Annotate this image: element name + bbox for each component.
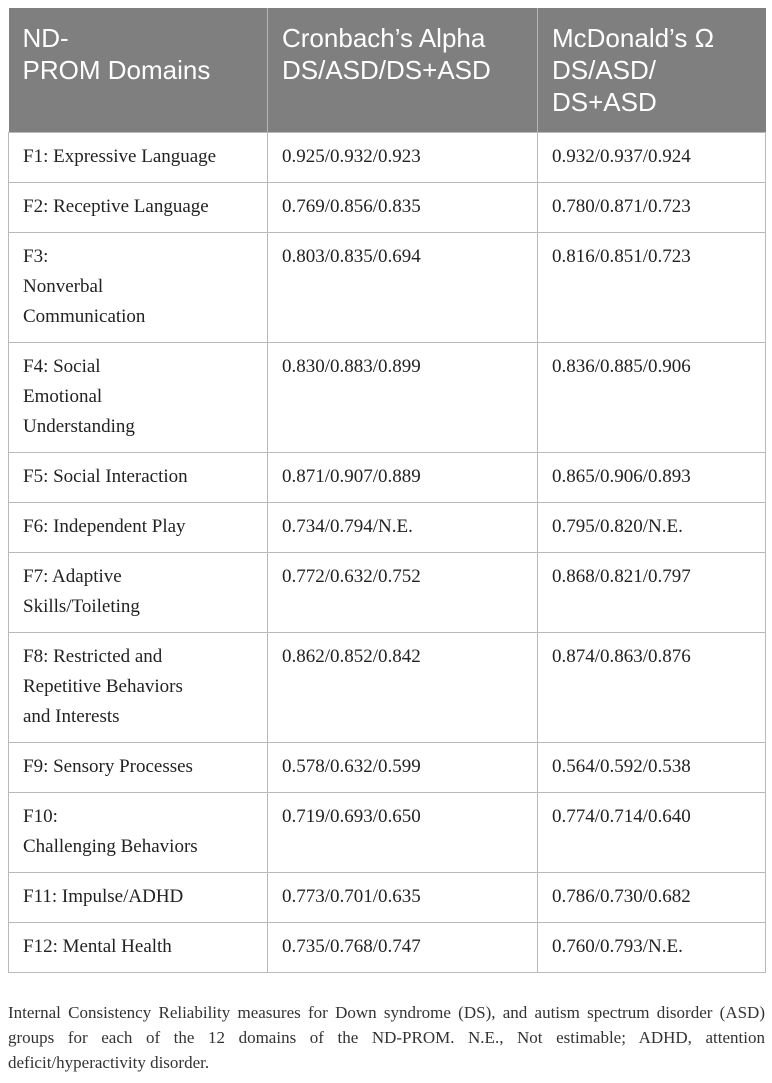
header-domains	[9, 8, 268, 133]
alpha-cell: 0.925/0.932/0.923	[268, 133, 538, 183]
domain-label-line: F3:	[23, 246, 49, 267]
table-row	[9, 183, 766, 233]
domain-label-line: Repetitive Behaviors	[23, 676, 183, 697]
alpha-cell: 0.803/0.835/0.694	[268, 233, 538, 343]
table-body	[9, 133, 766, 973]
domain-cell	[9, 743, 268, 793]
table-container	[8, 8, 765, 973]
table-caption: Internal Consistency Reliability measures for Down syndrome (DS), and autism spectrum disorder (ASD) groups for each of the 12 domains of the ND-PROM. N.E., Not estimable; ADHD, attention deficit/hyperactivity disorder.	[8, 1003, 765, 1072]
domain-cell	[9, 183, 268, 233]
alpha-cell: 0.719/0.693/0.650	[268, 793, 538, 873]
domain-cell	[9, 503, 268, 553]
header-omega-line: DS/ASD/	[552, 55, 657, 85]
alpha-cell: 0.769/0.856/0.835	[268, 183, 538, 233]
table-row	[9, 793, 766, 873]
alpha-cell: 0.830/0.883/0.899	[268, 343, 538, 453]
domain-label-line: and Interests	[23, 706, 120, 727]
omega-cell: 0.874/0.863/0.876	[538, 633, 766, 743]
table-row	[9, 343, 766, 453]
domain-cell	[9, 343, 268, 453]
domain-label-line: Emotional	[23, 386, 103, 407]
table-row	[9, 873, 766, 923]
omega-cell: 0.760/0.793/N.E.	[538, 923, 766, 973]
table-row	[9, 453, 766, 503]
header-domains-line: ND-	[22, 23, 69, 53]
domain-cell	[9, 873, 268, 923]
domain-label-line: F9: Sensory Processes	[23, 756, 193, 777]
domain-cell	[9, 923, 268, 973]
header-domains-line: PROM Domains	[22, 55, 211, 85]
table-row	[9, 133, 766, 183]
domain-label-line: F5: Social Interaction	[23, 466, 188, 487]
domain-cell	[9, 133, 268, 183]
domain-label-line: F2: Receptive Language	[23, 196, 209, 217]
domain-label-line: F10:	[23, 806, 58, 827]
domain-cell	[9, 453, 268, 503]
alpha-cell: 0.862/0.852/0.842	[268, 633, 538, 743]
table-row	[9, 553, 766, 633]
omega-cell: 0.836/0.885/0.906	[538, 343, 766, 453]
alpha-cell: 0.735/0.768/0.747	[268, 923, 538, 973]
domain-label-line: F11: Impulse/ADHD	[23, 886, 184, 907]
domain-label-line: F1: Expressive Language	[23, 146, 217, 167]
alpha-cell: 0.772/0.632/0.752	[268, 553, 538, 633]
domain-label-line: Skills/Toileting	[23, 596, 140, 617]
header-alpha-line: Cronbach’s Alpha	[282, 23, 486, 53]
alpha-cell: 0.734/0.794/N.E.	[268, 503, 538, 553]
domain-label-line: Challenging Behaviors	[23, 836, 198, 857]
header-omega-line: McDonald’s Ω	[552, 23, 715, 53]
reliability-table	[8, 8, 766, 973]
alpha-cell: 0.578/0.632/0.599	[268, 743, 538, 793]
omega-cell: 0.795/0.820/N.E.	[538, 503, 766, 553]
table-row	[9, 503, 766, 553]
domain-label-line: F7: Adaptive	[23, 566, 122, 587]
omega-cell: 0.786/0.730/0.682	[538, 873, 766, 923]
domain-label-line: F12: Mental Health	[23, 936, 172, 957]
omega-cell: 0.774/0.714/0.640	[538, 793, 766, 873]
omega-cell: 0.816/0.851/0.723	[538, 233, 766, 343]
table-row	[9, 923, 766, 973]
header-cronbach-alpha	[268, 8, 538, 133]
header-omega-line: DS+ASD	[552, 87, 657, 117]
omega-cell: 0.868/0.821/0.797	[538, 553, 766, 633]
table-row	[9, 233, 766, 343]
omega-cell: 0.932/0.937/0.924	[538, 133, 766, 183]
header-alpha-line: DS/ASD/DS+ASD	[282, 55, 491, 85]
domain-cell	[9, 793, 268, 873]
domain-cell	[9, 633, 268, 743]
omega-cell: 0.780/0.871/0.723	[538, 183, 766, 233]
header-mcdonald-omega	[538, 8, 766, 133]
domain-cell	[9, 553, 268, 633]
omega-cell: 0.564/0.592/0.538	[538, 743, 766, 793]
domain-label-line: Nonverbal	[23, 276, 104, 297]
domain-label-line: F4: Social	[23, 356, 101, 377]
domain-label-line: F6: Independent Play	[23, 516, 186, 537]
header-row	[9, 8, 766, 133]
domain-label-line: Understanding	[23, 416, 135, 437]
table-row	[9, 743, 766, 793]
domain-cell	[9, 233, 268, 343]
table-row	[9, 633, 766, 743]
domain-label-line: F8: Restricted and	[23, 646, 163, 667]
omega-cell: 0.865/0.906/0.893	[538, 453, 766, 503]
alpha-cell: 0.871/0.907/0.889	[268, 453, 538, 503]
alpha-cell: 0.773/0.701/0.635	[268, 873, 538, 923]
domain-label-line: Communication	[23, 306, 146, 327]
